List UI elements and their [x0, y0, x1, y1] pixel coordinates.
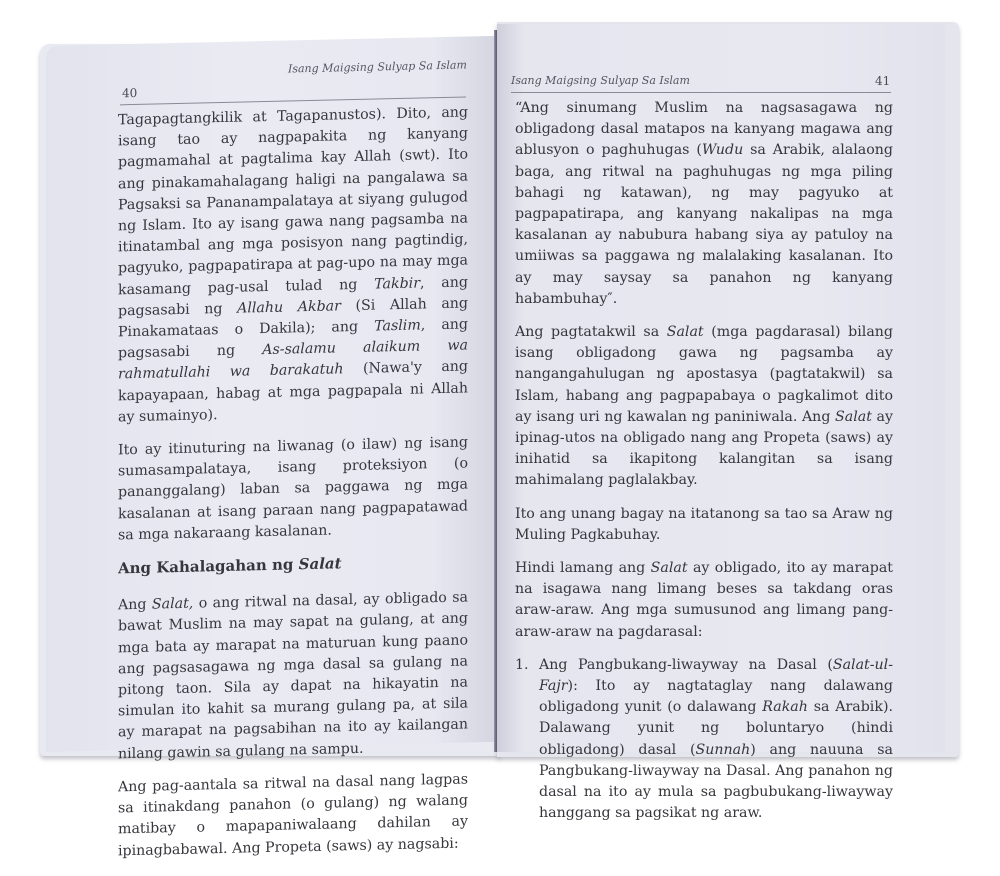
list-number: 1. [515, 656, 529, 673]
text-run: Ang Pangbukang-liwayway na Dasal ( [539, 656, 833, 673]
italic-term: Wudu [701, 142, 744, 159]
list-item [515, 655, 893, 825]
heading-text: Ang Kahalagahan ng [118, 555, 299, 578]
quote-paragraph [515, 98, 893, 310]
italic-term: Rakah [762, 699, 808, 716]
italic-term: Sunnah [695, 741, 751, 758]
text-run: Ang pagtatakwil sa [515, 324, 667, 341]
page-number-left: 40 [122, 85, 138, 101]
italic-term: Salat [298, 554, 342, 574]
paragraph [118, 588, 468, 766]
text-run: , ang pagsasabi ng [118, 316, 468, 362]
text-run: sa Arabik). Dalawang yunit ng boluntaryo (hindi obligadong) dasal ( [539, 699, 893, 758]
paragraph: Ito ang unang bagay na itatanong sa tao sa Araw ng Muling Pagkabuhay. [515, 505, 893, 543]
italic-term: Salat [650, 560, 688, 577]
text-run: Tagapagtangkilik at Tagapanustos). Dito, ang isang tao ay nagpapakita ng kanyang pagmamahal at pagtalima kay Allah (swt). Ito ang pinakamahalagang haligi na pangalawa sa Pagsaksi sa Pananampalataya at siyang gulugod ng Islam. Ito ay isang gawa nang pagsamba na itinatambal ang mga posisyon nang pagtindig, pagyuko, pagpapatirapa at pag-upo na may mga kasamang pag-usal tulad ng [118, 104, 468, 298]
text-run: (Si Allah ang Pinakamataas o Dakila); ang [118, 295, 468, 341]
header-rule-right [511, 92, 891, 93]
text-run: Hindi lamang ang [515, 560, 651, 577]
text-run: , ang pagsasabi ng [118, 274, 468, 320]
text-run: ) ang nauuna sa Pangbukang-liwayway na Dasal. Ang panahon ng dasal na ito ay mula sa pagbubukang-liwayway hanggang sa pagsikat ng araw. [539, 741, 893, 822]
paragraph: Ito ay itinuturing na liwanag (o ilaw) ng isang sumasampalataya, isang proteksiyon (o pananggalang) laban sa paggawa ng mga kasalanan at isang paraan nang pagpapatawad sa mga nakaraang kasalanan. [118, 434, 468, 544]
text-run: Ang [118, 596, 152, 614]
italic-term: Allahu Akbar [237, 298, 341, 317]
italic-term: Salat-ul-Fajr [539, 656, 893, 695]
paragraph: Ang pag-aantala sa ritwal na dasal nang lagpas sa itinakdang panahon (o gulang) ng walang matibay o mapapaniwalaang dahilan ay ipinagbabawal. Ang Propeta (saws) ay nagsabi: [118, 771, 468, 859]
paragraph [515, 558, 893, 643]
page-number-right: 41 [875, 74, 891, 88]
text-run: “Ang sinumang Muslim na nagsasagawa ng obligadong dasal matapos na kanyang magawa ang ablusyon o paghuhugas ( [515, 100, 893, 159]
text-run: o ang ritwal na dasal, ay obligado sa bawat Muslim na may sapat na gulang, at ang mga bata ay marapat na maturuan kung paano ang pagsasagawa ng mga dasal sa gulang na pitong taon. Sila ay dapat na hikayatin na simulan ito kahit sa murang gulang pa, at sila ay marapat na pagsabihan na ito ay kailangan nilang gawin sa gulang na sampu. [118, 589, 468, 763]
italic-term: Salat [835, 408, 872, 425]
text-run: (mga pagdarasal) bilang isang obligadong gawa ng pagsamba ay nangangahulugan ng apostasya (pagtatakwil) sa Islam, habang ang pagpapabaya o pagkalimot dito ay isang uri ng kawalan ng paniniwala. Ang [515, 324, 893, 425]
italic-term: Salat, [151, 595, 194, 613]
running-head-left: Isang Maigsing Sulyap Sa Islam [288, 58, 467, 76]
list-body [539, 655, 893, 825]
text-run: ): Ito ay nagtataglay nang dalawang obligadong yunit (o dalawang [539, 678, 893, 716]
paragraph [515, 322, 893, 492]
text-run: ay obligado, ito ay marapat na isagawa nang limang beses sa takdang oras araw-araw. Ang mga sumusunod ang limang pang-araw-araw na pagdarasal: [515, 560, 893, 640]
paragraph [118, 102, 468, 428]
left-page [46, 36, 500, 859]
left-page-body [118, 102, 468, 874]
right-page-body [515, 98, 893, 825]
italic-term: Takbir [374, 275, 420, 293]
italic-term: Salat [666, 324, 704, 341]
text-run: sa Arabik, alalaong baga, ang ritwal na paghuhugas ng mga piling bahagi ng katawan), ng may pagyuko at pagpapatirapa, ang kanyang nakalipas na mga kasalanan ay nabubura habang siya ay patuloy na umiiwas sa paggawa ng malalaking kasalanan. Ito ay may saysay sa panahon ng kanyang habambuhay″. [515, 142, 893, 307]
italic-term: Taslim [374, 317, 421, 335]
running-head-right: Isang Maigsing Sulyap Sa Islam [511, 74, 690, 87]
right-page [497, 24, 945, 822]
italic-term: As-salamu alaikum wa rahmatullahi wa barakatuh [118, 337, 468, 383]
text-run: ay ipinag-utos na obligado nang ang Propeta (saws) ay inihatid sa ikapitong kalangitan sa isang mahimalang paglalakbay. [515, 408, 894, 489]
text-run: (Nawa'y ang kapayapaan, habag at mga pagpapala ni Allah ay sumainyo). [118, 358, 468, 426]
section-heading [118, 550, 468, 579]
